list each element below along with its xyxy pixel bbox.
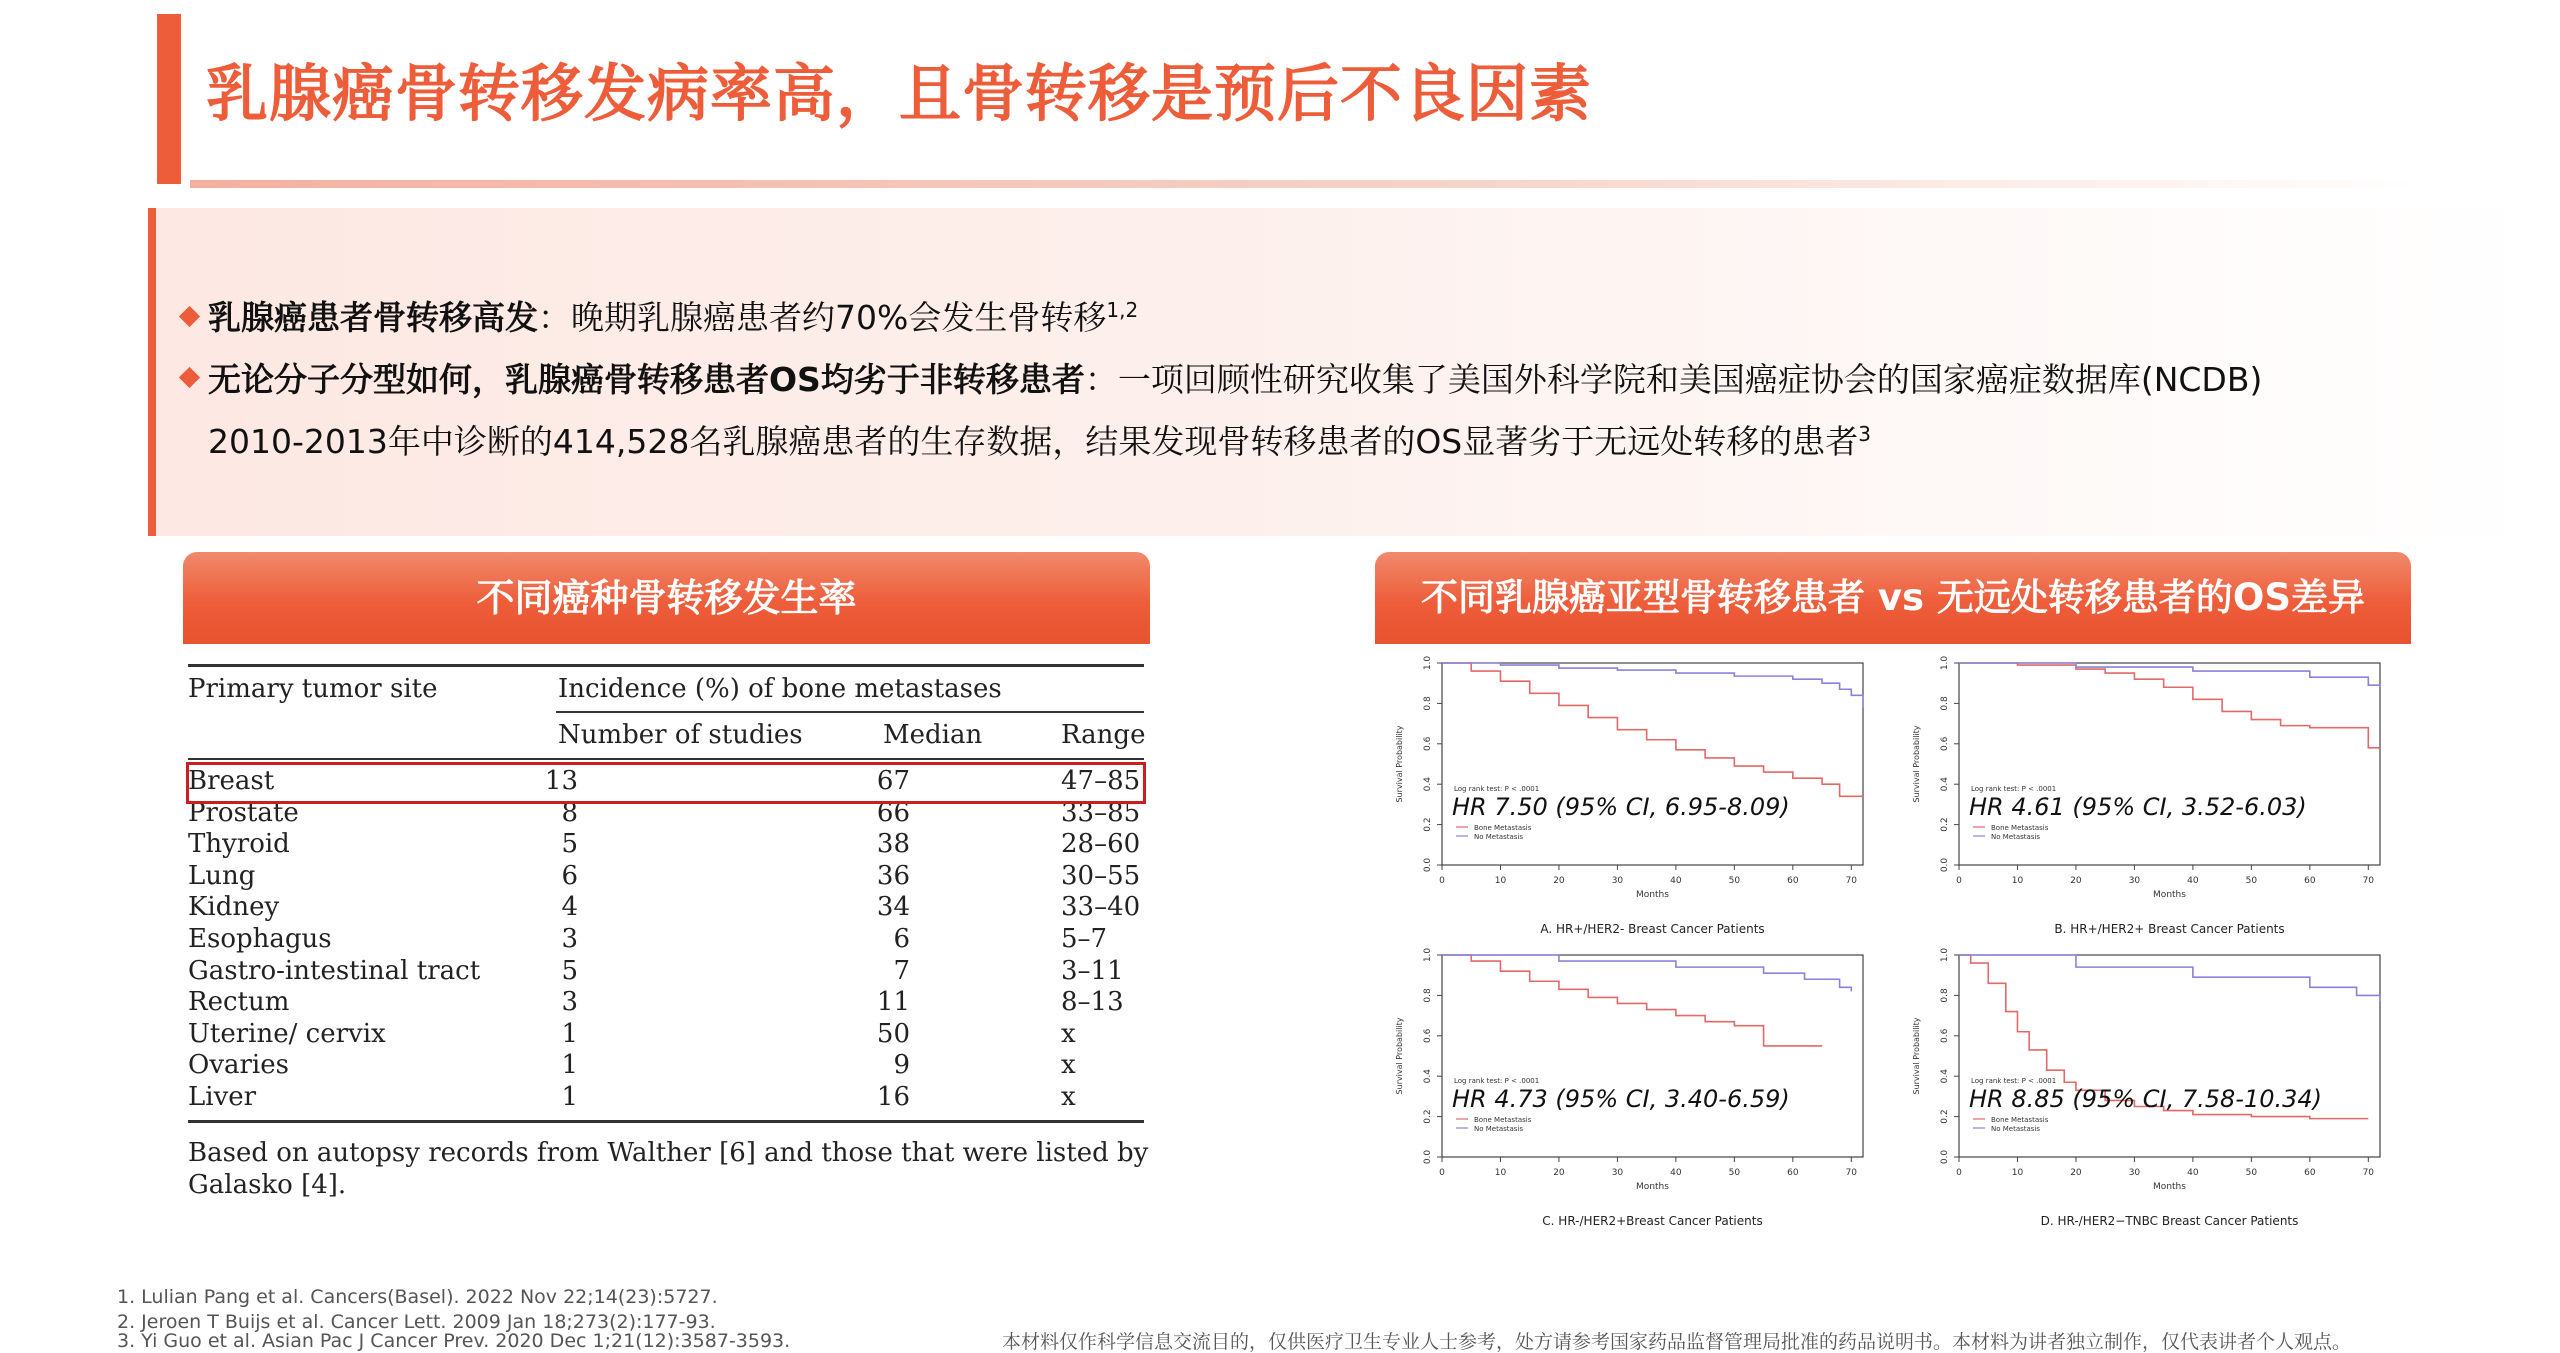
cell-site: Ovaries (188, 1050, 289, 1081)
cell-studies: 1 (561, 1082, 578, 1112)
bullet-1-sep: ： (538, 298, 571, 337)
hazard-ratio-label: HR 4.73 (95% CI, 3.40-6.59) (1452, 1085, 1790, 1113)
km-chart-b (1897, 655, 2407, 943)
x-tick-label: 50 (1728, 876, 1741, 886)
x-tick-label: 40 (1670, 876, 1682, 886)
cell-median: 38 (876, 829, 910, 860)
logrank-label: Log rank test: P < .0001 (1971, 1077, 2057, 1085)
x-axis-label: Months (1636, 890, 1669, 900)
y-tick-label: 1.0 (1423, 655, 1433, 671)
x-tick-label: 10 (2011, 1168, 2024, 1178)
x-tick-label: 70 (1845, 876, 1858, 886)
disclaimer: 本材料仅作科学信息交流目的，仅供医疗卫生专业人士参考，处方请参考国家药品监督管理局批准的药品说明书。本材料为讲者独立制作，仅代表讲者个人观点。 (1002, 1331, 2352, 1353)
y-tick-label: 0.0 (1940, 857, 1950, 873)
cell-site: Thyroid (188, 829, 290, 860)
cell-studies: 4 (561, 892, 578, 923)
y-tick-label: 0.8 (1940, 696, 1950, 711)
legend-label: Bone Metastasis (1991, 1116, 2049, 1124)
cell-range: x (1061, 1082, 1076, 1112)
bullet-2-text2: 2010-2013年中诊断的414,528名乳腺癌患者的生存数据，结果发现骨转移患者的OS显著劣于无远处转移的患者 (208, 422, 1859, 461)
chart-caption: A. HR+/HER2- Breast Cancer Patients (1540, 922, 1765, 936)
bullet-2-sup: 3 (1858, 422, 1871, 446)
cell-site: Kidney (188, 892, 280, 923)
header-range: Range (1061, 720, 1146, 750)
cell-median: 16 (876, 1082, 910, 1112)
x-tick-label: 70 (2362, 1168, 2375, 1178)
x-tick-label: 10 (1494, 876, 1507, 886)
cell-studies: 1 (561, 1050, 578, 1081)
x-tick-label: 40 (1670, 1168, 1682, 1178)
no-metastasis-curve (1442, 663, 1863, 707)
cell-studies: 8 (561, 797, 578, 828)
x-tick-label: 10 (1494, 1168, 1507, 1178)
cell-median: 11 (876, 987, 910, 1018)
reference-3: 3. Yi Guo et al. Asian Pac J Cancer Prev. 2020 Dec 1;21(12):3587-3593. (117, 1330, 791, 1352)
logrank-label: Log rank test: P < .0001 (1971, 785, 2057, 793)
x-tick-label: 0 (1439, 1168, 1445, 1178)
cell-median: 34 (876, 892, 910, 923)
x-tick-label: 70 (2362, 876, 2375, 886)
cell-range: 33–40 (1061, 892, 1141, 923)
y-tick-label: 0.0 (1423, 857, 1433, 873)
header-incidence: Incidence (%) of bone metastases (558, 674, 1002, 704)
km-chart-a (1380, 655, 1890, 943)
y-axis-label: Survival Probability (1912, 725, 1921, 803)
x-tick-label: 0 (1956, 1168, 1962, 1178)
no-metastasis-curve (1959, 955, 2380, 1001)
x-tick-label: 60 (1787, 1168, 1799, 1178)
bullet-1-sup: 1,2 (1106, 298, 1139, 322)
legend-label: No Metastasis (1474, 833, 1524, 841)
cell-range: 30–55 (1061, 860, 1141, 891)
cell-range: 3–11 (1061, 955, 1124, 986)
cell-median: 36 (876, 860, 910, 891)
cell-studies: 1 (561, 1018, 578, 1049)
x-tick-label: 10 (2011, 876, 2024, 886)
y-axis-label: Survival Probability (1395, 725, 1404, 803)
y-tick-label: 0.4 (1940, 1069, 1950, 1084)
x-axis-label: Months (2153, 1182, 2186, 1192)
cell-site: Gastro-intestinal tract (188, 955, 481, 986)
cell-median: 6 (893, 924, 910, 954)
y-tick-label: 0.2 (1423, 1109, 1433, 1124)
legend-label: Bone Metastasis (1474, 1116, 1532, 1124)
legend-label: No Metastasis (1474, 1125, 1524, 1133)
y-tick-label: 0.4 (1423, 1069, 1433, 1084)
bullet-1-bold: 乳腺癌患者骨转移高发 (208, 298, 538, 337)
cell-median: 9 (893, 1050, 910, 1081)
cell-site: Prostate (188, 797, 299, 828)
y-axis-label: Survival Probability (1912, 1017, 1921, 1095)
y-tick-label: 0.6 (1423, 736, 1433, 751)
legend-label: No Metastasis (1991, 833, 2041, 841)
chart-caption: B. HR+/HER2+ Breast Cancer Patients (2054, 922, 2285, 936)
cell-median: 67 (876, 766, 910, 796)
hazard-ratio-label: HR 8.85 (95% CI, 7.58-10.34) (1969, 1085, 2323, 1113)
x-tick-label: 20 (2070, 1168, 2082, 1178)
x-tick-label: 50 (2245, 1168, 2258, 1178)
cell-range: 5–7 (1061, 924, 1108, 954)
x-tick-label: 40 (2187, 876, 2199, 886)
x-tick-label: 60 (2304, 1168, 2316, 1178)
bone-metastasis-curve (1442, 955, 1822, 1046)
km-chart-d (1897, 947, 2407, 1235)
page-title: 乳腺癌骨转移发病率高，且骨转移是预后不良因素 (206, 57, 1593, 130)
cell-studies: 5 (561, 829, 578, 860)
x-tick-label: 0 (1439, 876, 1445, 886)
y-tick-label: 0.0 (1423, 1149, 1433, 1165)
cell-studies: 13 (544, 766, 578, 796)
bullet-2-text: 一项回顾性研究收集了美国外科学院和美国癌症协会的国家癌症数据库(NCDB) (1117, 360, 2263, 399)
x-tick-label: 0 (1956, 876, 1962, 886)
cell-range: 8–13 (1061, 987, 1124, 1018)
y-tick-label: 0.4 (1940, 777, 1950, 792)
bullet-1-text: 晚期乳腺癌患者约70%会发生骨转移 (571, 298, 1107, 337)
bullet-2-sep: ： (1084, 360, 1118, 399)
cell-range: 33–85 (1061, 797, 1141, 828)
y-tick-label: 1.0 (1423, 947, 1433, 963)
table-top-rule (188, 664, 1144, 667)
hazard-ratio-label: HR 7.50 (95% CI, 6.95-8.09) (1452, 793, 1790, 821)
x-axis-label: Months (1636, 1182, 1669, 1192)
no-metastasis-curve (1442, 955, 1851, 991)
x-tick-label: 20 (2070, 876, 2082, 886)
cell-studies: 5 (561, 955, 578, 986)
breast-row-highlight (186, 762, 1146, 804)
header-median: Median (883, 720, 983, 750)
legend-label: No Metastasis (1991, 1125, 2041, 1133)
x-tick-label: 20 (1553, 876, 1565, 886)
right-section-header: 不同乳腺癌亚型骨转移患者 vs 无远处转移患者的OS差异 (1375, 552, 2411, 644)
hazard-ratio-label: HR 4.61 (95% CI, 3.52-6.03) (1969, 793, 2307, 821)
x-tick-label: 60 (2304, 876, 2316, 886)
reference-1: 1. Lulian Pang et al. Cancers(Basel). 2022 Nov 22;14(23):5727. (117, 1286, 718, 1308)
km-chart-c (1380, 947, 1890, 1235)
x-tick-label: 70 (1845, 1168, 1858, 1178)
y-tick-label: 0.6 (1423, 1028, 1433, 1043)
x-tick-label: 20 (1553, 1168, 1565, 1178)
x-tick-label: 30 (1611, 876, 1624, 886)
cell-site: Liver (188, 1082, 257, 1112)
x-tick-label: 40 (2187, 1168, 2199, 1178)
cell-range: x (1061, 1050, 1076, 1081)
x-tick-label: 30 (2128, 876, 2141, 886)
no-metastasis-curve (1959, 663, 2380, 687)
cell-studies: 3 (561, 987, 578, 1018)
x-tick-label: 30 (2128, 1168, 2141, 1178)
table-note-1: Based on autopsy records from Walther [6] and those that were listed by (188, 1138, 1149, 1168)
cell-median: 66 (876, 797, 910, 828)
header-site: Primary tumor site (188, 674, 438, 704)
y-tick-label: 0.6 (1940, 736, 1950, 751)
header-studies: Number of studies (558, 720, 803, 750)
bone-metastasis-curve (1959, 663, 2380, 748)
y-tick-label: 0.4 (1423, 777, 1433, 792)
legend-label: Bone Metastasis (1474, 824, 1532, 832)
y-tick-label: 0.8 (1940, 988, 1950, 1003)
logrank-label: Log rank test: P < .0001 (1454, 1077, 1540, 1085)
left-section-header: 不同癌种骨转移发生率 (183, 552, 1150, 644)
y-axis-label: Survival Probability (1395, 1017, 1404, 1095)
table-sub-rule (556, 711, 1144, 713)
x-axis-label: Months (2153, 890, 2186, 900)
table-header-rule (188, 758, 1144, 760)
cell-range: 47–85 (1061, 766, 1141, 796)
y-tick-label: 0.8 (1423, 988, 1433, 1003)
cell-site: Breast (188, 766, 275, 796)
y-tick-label: 0.2 (1940, 1109, 1950, 1124)
logrank-label: Log rank test: P < .0001 (1454, 785, 1540, 793)
cell-site: Esophagus (188, 924, 332, 954)
x-tick-label: 50 (2245, 876, 2258, 886)
legend-label: Bone Metastasis (1991, 824, 2049, 832)
y-tick-label: 0.2 (1940, 817, 1950, 832)
cell-site: Rectum (188, 987, 290, 1018)
table-bottom-rule (188, 1120, 1144, 1123)
cell-range: 28–60 (1061, 829, 1141, 860)
chart-caption: C. HR-/HER2+Breast Cancer Patients (1542, 1214, 1763, 1228)
cell-studies: 3 (561, 924, 578, 954)
chart-caption: D. HR-/HER2−TNBC Breast Cancer Patients (2040, 1214, 2299, 1228)
cell-studies: 6 (561, 860, 578, 891)
y-tick-label: 0.0 (1940, 1149, 1950, 1165)
x-tick-label: 50 (1728, 1168, 1741, 1178)
cell-median: 7 (893, 955, 910, 986)
y-tick-label: 0.8 (1423, 696, 1433, 711)
reference-2: 2. Jeroen T Buijs et al. Cancer Lett. 2009 Jan 18;273(2):177-93. (117, 1311, 716, 1333)
x-tick-label: 30 (1611, 1168, 1624, 1178)
bone-metastasis-curve (1442, 663, 1863, 796)
cell-range: x (1061, 1018, 1076, 1049)
y-tick-label: 1.0 (1940, 655, 1950, 671)
y-tick-label: 0.2 (1423, 817, 1433, 832)
cell-site: Lung (188, 860, 256, 891)
cell-median: 50 (876, 1018, 910, 1049)
cell-site: Uterine/ cervix (188, 1018, 386, 1049)
x-tick-label: 60 (1787, 876, 1799, 886)
y-tick-label: 0.6 (1940, 1028, 1950, 1043)
bullet-2-bold: 无论分子分型如何，乳腺癌骨转移患者OS均劣于非转移患者 (208, 360, 1085, 399)
table-note-2: Galasko [4]. (188, 1170, 347, 1200)
y-tick-label: 1.0 (1940, 947, 1950, 963)
